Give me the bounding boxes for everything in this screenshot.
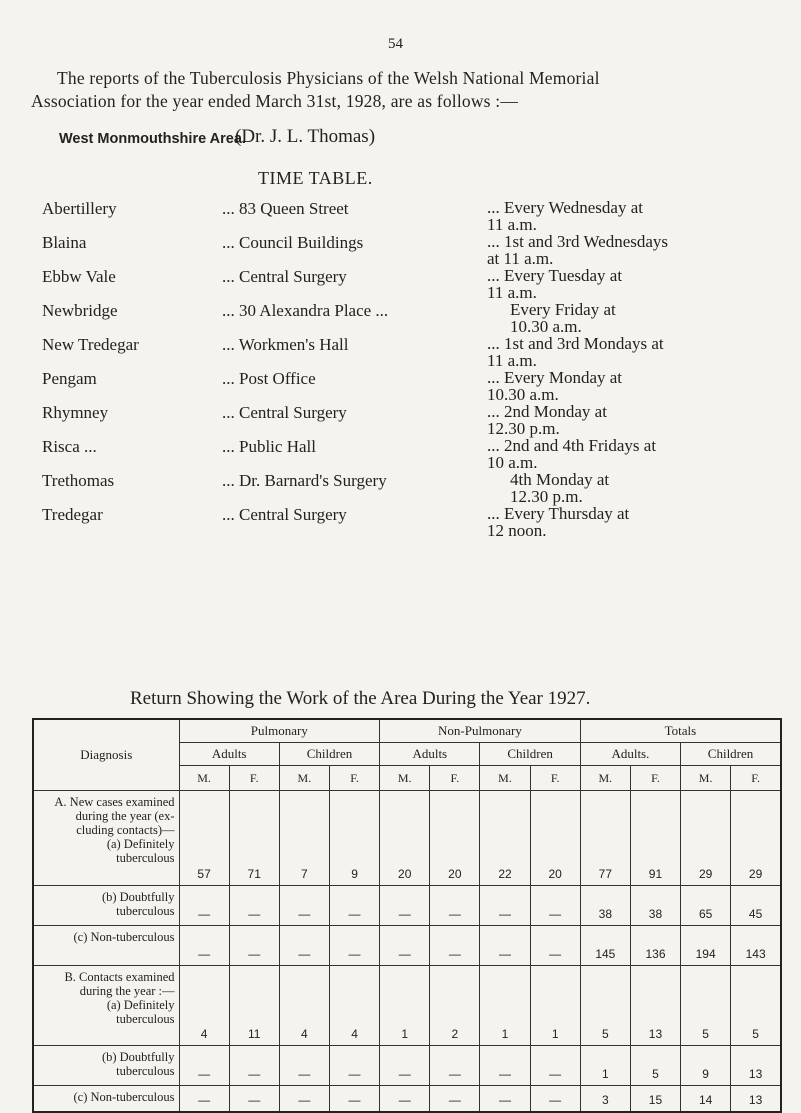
intro-line-1: The reports of the Tuberculosis Physicians of the Welsh National Memorial [57,68,600,88]
row-label: (c) Non-tuberculous [33,926,179,966]
table-row [33,1086,781,1112]
time-table-venue: ... 30 Alexandra Place ... [222,301,389,320]
cell-value: — [480,926,530,966]
sex-header: F. [229,766,279,791]
time-table-place: Pengam [42,369,97,388]
cell-value: 7 [279,791,329,886]
cell-value: 145 [580,926,630,966]
table-row [33,966,781,1046]
cell-value: 5 [681,966,731,1046]
time-table-time: 4th Monday at 12.30 p.m. [510,470,610,506]
cell-value: — [530,1086,580,1112]
subgroup-header: Adults [179,743,279,766]
cell-value: 29 [681,791,731,886]
cell-value: — [530,926,580,966]
sex-header: M. [480,766,530,791]
cell-value: — [279,886,329,926]
time-table-time: ... Every Tuesday at 11 a.m. [487,266,623,302]
cell-value: — [380,1086,430,1112]
cell-value: — [179,1086,229,1112]
cell-value: — [179,926,229,966]
time-table-place: Trethomas [42,471,115,490]
time-table-place: New Tredegar [42,335,139,354]
time-table-time: ... 2nd Monday at 12.30 p.m. [487,402,607,438]
cell-value: 5 [630,1046,680,1086]
sex-header: M. [380,766,430,791]
cell-value: — [279,1086,329,1112]
cell-value: 143 [731,926,781,966]
subgroup-header: Children [681,743,781,766]
area-label: West Monmouthshire Area. [59,131,246,147]
diagnosis-header: Diagnosis [33,719,179,791]
sex-header: M. [580,766,630,791]
cell-value: — [430,926,480,966]
time-table-venue: ... 83 Queen Street [222,199,349,218]
cell-value: — [430,1046,480,1086]
cell-value: 9 [681,1046,731,1086]
table-row [33,886,781,926]
cell-value: 5 [580,966,630,1046]
sex-header: M. [179,766,229,791]
time-table-place: Blaina [42,233,87,252]
cell-value: — [229,1086,279,1112]
cell-value: 20 [430,791,480,886]
cell-value: 29 [731,791,781,886]
cell-value: 15 [630,1086,680,1112]
time-table-time: ... Every Wednesday at 11 a.m. [487,198,643,234]
row-label: A. New cases examined during the year (ex- cluding contacts)— (a) Definitely tuberculous [33,791,179,886]
cell-value: — [480,1046,530,1086]
cell-value: 22 [480,791,530,886]
group-header: Pulmonary [179,719,380,743]
cell-value: 20 [530,791,580,886]
cell-value: — [179,1046,229,1086]
cell-value: 1 [380,966,430,1046]
cell-value: — [229,1046,279,1086]
cell-value: 3 [580,1086,630,1112]
cell-value: — [380,1046,430,1086]
cell-value: — [279,926,329,966]
return-table [32,718,782,1113]
time-table-place: Abertillery [42,199,117,218]
group-header: Totals [580,719,781,743]
time-table-venue: ... Post Office [222,369,316,388]
row-label: (c) Non-tuberculous [33,1086,179,1112]
time-table-venue: ... Dr. Barnard's Surgery [222,471,387,490]
cell-value: 5 [731,966,781,1046]
page-number: 54 [388,36,403,52]
cell-value: 20 [380,791,430,886]
time-table-place: Risca ... [42,437,97,456]
time-table-time: ... 1st and 3rd Wednesdays at 11 a.m. [487,232,669,268]
row-label: (b) Doubtfully tuberculous [33,1046,179,1086]
time-table-venue: ... Workmen's Hall [222,335,349,354]
time-table-time: Every Friday at 10.30 a.m. [510,300,616,336]
cell-value: 1 [530,966,580,1046]
cell-value: — [430,1086,480,1112]
table-row [33,1046,781,1086]
table-row [33,926,781,966]
cell-value: 77 [580,791,630,886]
intro-line-2: Association for the year ended March 31st, 1928, are as follows :— [31,91,519,111]
cell-value: 13 [731,1046,781,1086]
cell-value: 38 [580,886,630,926]
time-table-time: ... Every Thursday at 12 noon. [487,504,630,540]
time-table-time: ... Every Monday at 10.30 a.m. [487,368,623,404]
cell-value: — [430,886,480,926]
cell-value: — [380,886,430,926]
table-row [33,791,781,886]
return-title: Return Showing the Work of the Area During the Year 1927. [130,688,591,709]
cell-value: 91 [630,791,680,886]
time-table-venue: ... Central Surgery [222,267,347,286]
cell-value: — [229,926,279,966]
cell-value: 13 [630,966,680,1046]
time-table-place: Newbridge [42,301,118,320]
cell-value: — [329,926,379,966]
cell-value: — [530,1046,580,1086]
subgroup-header: Adults. [580,743,680,766]
cell-value: — [329,1086,379,1112]
time-table-venue: ... Public Hall [222,437,316,456]
cell-value: 136 [630,926,680,966]
sex-header: F. [530,766,580,791]
subgroup-header: Adults [380,743,480,766]
cell-value: 4 [279,966,329,1046]
cell-value: 1 [580,1046,630,1086]
cell-value: 9 [329,791,379,886]
subgroup-header: Children [480,743,580,766]
time-table-venue: ... Central Surgery [222,505,347,524]
time-table-title: TIME TABLE. [258,168,373,188]
cell-value: — [380,926,430,966]
cell-value: 65 [681,886,731,926]
group-header: Non-Pulmonary [380,719,581,743]
cell-value: 38 [630,886,680,926]
cell-value: 57 [179,791,229,886]
subgroup-header: Children [279,743,379,766]
sex-header: F. [630,766,680,791]
sex-header: F. [731,766,781,791]
sex-header: M. [279,766,329,791]
sex-header: M. [681,766,731,791]
sex-header: F. [329,766,379,791]
cell-value: 71 [229,791,279,886]
cell-value: — [530,886,580,926]
cell-value: 14 [681,1086,731,1112]
cell-value: 11 [229,966,279,1046]
cell-value: 2 [430,966,480,1046]
row-label: (b) Doubtfully tuberculous [33,886,179,926]
time-table-venue: ... Central Surgery [222,403,347,422]
cell-value: 4 [329,966,379,1046]
row-label: B. Contacts examined during the year :— (a) Definitely tuberculous [33,966,179,1046]
cell-value: — [179,886,229,926]
cell-value: 4 [179,966,229,1046]
cell-value: 1 [480,966,530,1046]
time-table-place: Rhymney [42,403,109,422]
time-table-place: Ebbw Vale [42,267,116,286]
cell-value: — [229,886,279,926]
cell-value: 13 [731,1086,781,1112]
cell-value: — [279,1046,329,1086]
cell-value: — [329,886,379,926]
time-table-place: Tredegar [42,505,103,524]
time-table-venue: ... Council Buildings [222,233,364,252]
cell-value: — [480,1086,530,1112]
cell-value: — [480,886,530,926]
cell-value: — [329,1046,379,1086]
area-doctor: (Dr. J. L. Thomas) [235,126,376,147]
time-table-time: ... 1st and 3rd Mondays at 11 a.m. [487,334,664,370]
time-table-time: ... 2nd and 4th Fridays at 10 a.m. [487,436,657,472]
sex-header: F. [430,766,480,791]
cell-value: 194 [681,926,731,966]
cell-value: 45 [731,886,781,926]
